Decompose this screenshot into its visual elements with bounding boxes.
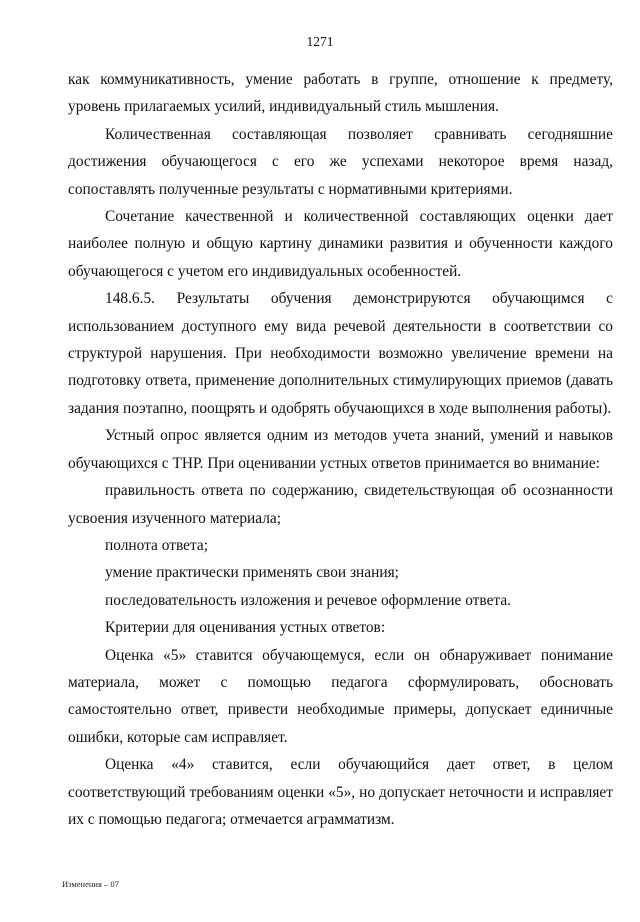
paragraph: Оценка «5» ставится обучающемуся, если он обнаруживает понимание материала, может с помощью педагога сформулировать, обосновать самостоятельно ответ, привести необходимые примеры, допускает единичные ошибки, которые сам исправляет. (68, 646, 613, 746)
paragraph: как коммуникативность, умение работать в группе, отношение к предмету, уровень прилагаемых усилий, индивидуальный стиль мышления. (68, 71, 613, 116)
paragraph: Критерии для оценивания устных ответов: (105, 619, 386, 637)
document-body (68, 66, 613, 833)
list-item: последовательность изложения и речевое оформление ответа. (105, 591, 512, 609)
paragraph: Устный опрос является одним из методов учета знаний, умений и навыков обучающихся с ТНР. При оценивании устных ответов принимается во внимание: (68, 427, 613, 472)
list-item: полнота ответа; (105, 536, 208, 554)
paragraph: Сочетание качественной и количественной составляющих оценки дает наиболее полную и общую картину динамики развития и обученности каждого обучающегося с учетом его индивидуальных особенностей. (68, 208, 613, 280)
page-number: 1271 (306, 34, 334, 49)
page-footer: Изменения – 07 (62, 879, 119, 889)
paragraph: Оценка «4» ставится, если обучающийся дает ответ, в целом соответствующий требованиям оценки «5», но допускает неточности и исправляет их с помощью педагога; отмечается аграмматизм. (68, 756, 613, 828)
list-item: правильность ответа по содержанию, свидетельствующая об осознанности усвоения изученного материала; (68, 482, 613, 527)
list-item: умение практически применять свои знания; (105, 564, 399, 582)
paragraph: Количественная составляющая позволяет сравнивать сегодняшние достижения обучающегося с его же успехами некоторое время назад, сопоставлять полученные результаты с нормативными критериями. (68, 125, 613, 198)
paragraph: 148.6.5. Результаты обучения демонстрируются обучающимся с использованием доступного ему вида речевой деятельности в соответствии со структурой нарушения. При необходимости возможно увеличение времени на подготовку ответа, применение дополнительных стимулирующих приемов (давать задания поэтапно, поощрять и одобрять обучающихся в ходе выполнения работы). (68, 290, 613, 417)
